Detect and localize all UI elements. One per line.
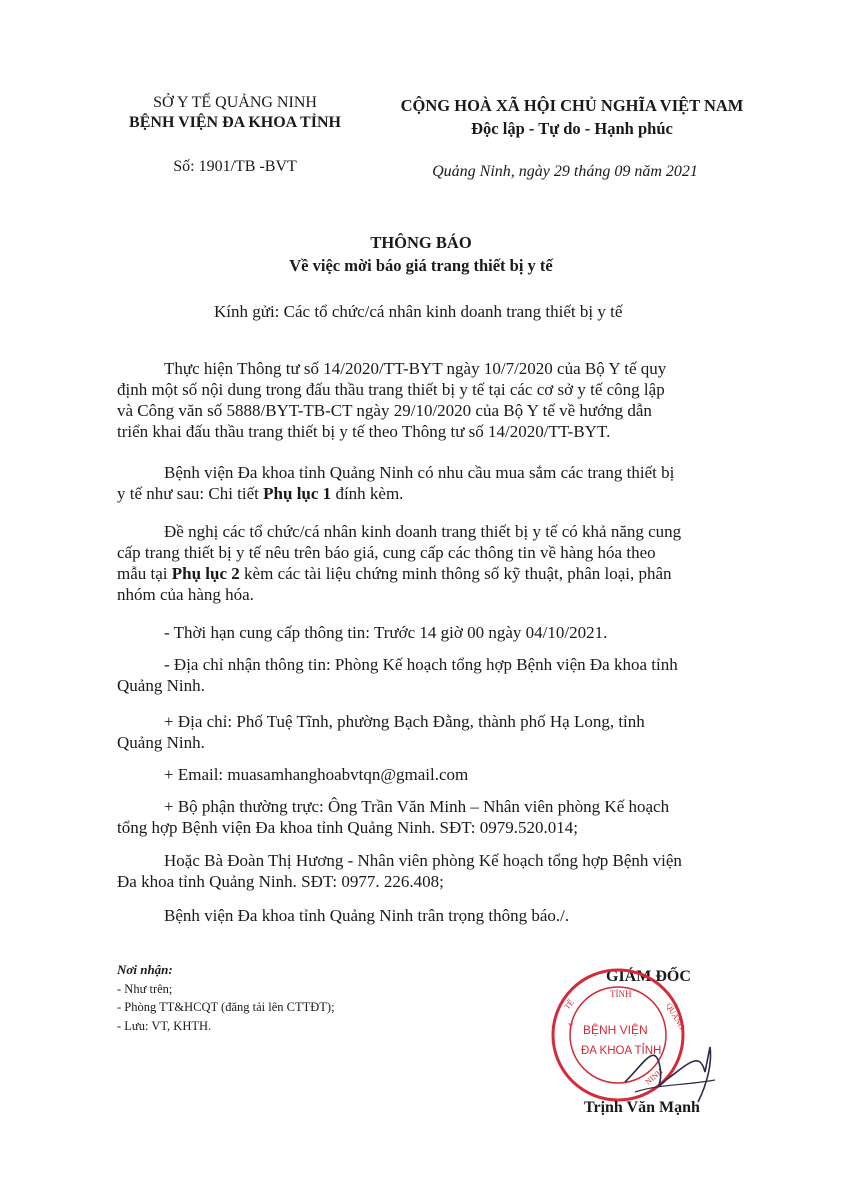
- text-line: mẫu tại Phụ lục 2 kèm các tài liệu chứng minh thông số kỹ thuật, phân loại, phân: [117, 564, 672, 583]
- text-line: triển khai đấu thầu trang thiết bị y tế theo Thông tư số 14/2020/TT-BYT.: [117, 422, 611, 441]
- stamp-word: TẾ: [562, 998, 576, 1012]
- text-line: Bệnh viện Đa khoa tỉnh Quảng Ninh có nhu cầu mua sắm các trang thiết bị: [164, 463, 675, 482]
- stamp-word: BỆNH VIỆN: [583, 1023, 648, 1037]
- document-subject: Về việc mời báo giá trang thiết bị y tế: [289, 256, 553, 275]
- stamp-word: NINH: [643, 1066, 665, 1087]
- text-line: cấp trang thiết bị y tế nêu trên báo giá, cung cấp các thông tin về hàng hóa theo: [117, 543, 656, 562]
- text-line: Thực hiện Thông tư số 14/2020/TT-BYT ngày 10/7/2020 của Bộ Y tế quy: [164, 359, 667, 378]
- email-line: + Email: muasamhanghoabvtqn@gmail.com: [164, 765, 469, 784]
- stamp-word: ĐA KHOA TỈNH: [581, 1045, 662, 1057]
- text-line: y tế như sau: Chi tiết Phụ lục 1 đính kèm.: [117, 484, 404, 503]
- text-line: và Công văn số 5888/BYT-TB-CT ngày 29/10/2020 của Bộ Y tế về hướng dẫn: [117, 401, 652, 420]
- appendix-2-ref: Phụ lục 2: [171, 564, 240, 583]
- text-line: định một số nội dung trong đấu thầu trang thiết bị y tế tại các cơ sở y tế công lập: [117, 380, 665, 399]
- org-parent: SỞ Y TẾ QUẢNG NINH: [153, 94, 317, 111]
- duty-contact: + Bộ phận thường trực: Ông Trần Văn Minh – Nhân viên phòng Kế hoạch tổng hợp Bệnh viện Đa khoa tỉnh Quảng Ninh. SĐT: 0979.520.014;: [117, 797, 670, 837]
- paragraph-legal-basis: [117, 358, 666, 442]
- national-motto: Độc lập - Tự do - Hạnh phúc: [471, 119, 673, 138]
- street-address: + Địa chỉ: Phố Tuệ Tĩnh, phường Bạch Đằng, thành phố Hạ Long, tỉnh Quảng Ninh.: [117, 712, 645, 752]
- recipient-item: - Lưu: VT, KHTH.: [117, 1019, 212, 1033]
- org-name: BỆNH VIỆN ĐA KHOA TỈNH: [129, 114, 341, 131]
- country-name: CỘNG HOÀ XÃ HỘI CHỦ NGHĨA VIỆT NAM: [400, 96, 744, 115]
- paragraph-purchase-need: [117, 462, 674, 504]
- alternate-contact: Hoặc Bà Đoàn Thị Hương - Nhân viên phòng Kế hoạch tổng hợp Bệnh viện Đa khoa tỉnh Quảng Ninh. SĐT: 0977. 226.408;: [117, 851, 682, 891]
- recipient-line: Kính gửi: Các tổ chức/cá nhân kinh doanh trang thiết bị y tế: [214, 302, 623, 321]
- closing-line: Bệnh viện Đa khoa tỉnh Quảng Ninh trân trọng thông báo./.: [164, 906, 570, 925]
- appendix-1-ref: Phụ lục 1: [263, 484, 332, 503]
- stamp-word: TỈNH: [610, 989, 632, 999]
- text-line: nhóm của hàng hóa.: [117, 585, 254, 604]
- stamp-word: QUẢNG: [664, 1001, 687, 1032]
- recipients-heading: Nơi nhận:: [117, 962, 173, 977]
- recipient-item: - Như trên;: [117, 982, 173, 996]
- deadline-line: - Thời hạn cung cấp thông tin: Trước 14 giờ 00 ngày 04/10/2021.: [164, 623, 608, 642]
- signer-title: GIÁM ĐỐC: [606, 968, 691, 985]
- stamp-word: Y: [568, 1022, 574, 1031]
- doc-number: Số: 1901/TB -BVT: [173, 158, 297, 175]
- receiving-address: - Địa chỉ nhận thông tin: Phòng Kế hoạch tổng hợp Bệnh viện Đa khoa tỉnh Quảng Ninh.: [117, 655, 678, 695]
- place-date: Quảng Ninh, ngày 29 tháng 09 năm 2021: [432, 163, 698, 180]
- document-type: THÔNG BÁO: [370, 233, 472, 252]
- signer-name: Trịnh Văn Mạnh: [584, 1099, 700, 1116]
- text-line: Đề nghị các tổ chức/cá nhân kinh doanh trang thiết bị y tế có khả năng cung: [164, 522, 682, 541]
- recipient-item: - Phòng TT&HCQT (đăng tải lên CTTĐT);: [117, 1000, 335, 1014]
- paragraph-request: [117, 521, 681, 605]
